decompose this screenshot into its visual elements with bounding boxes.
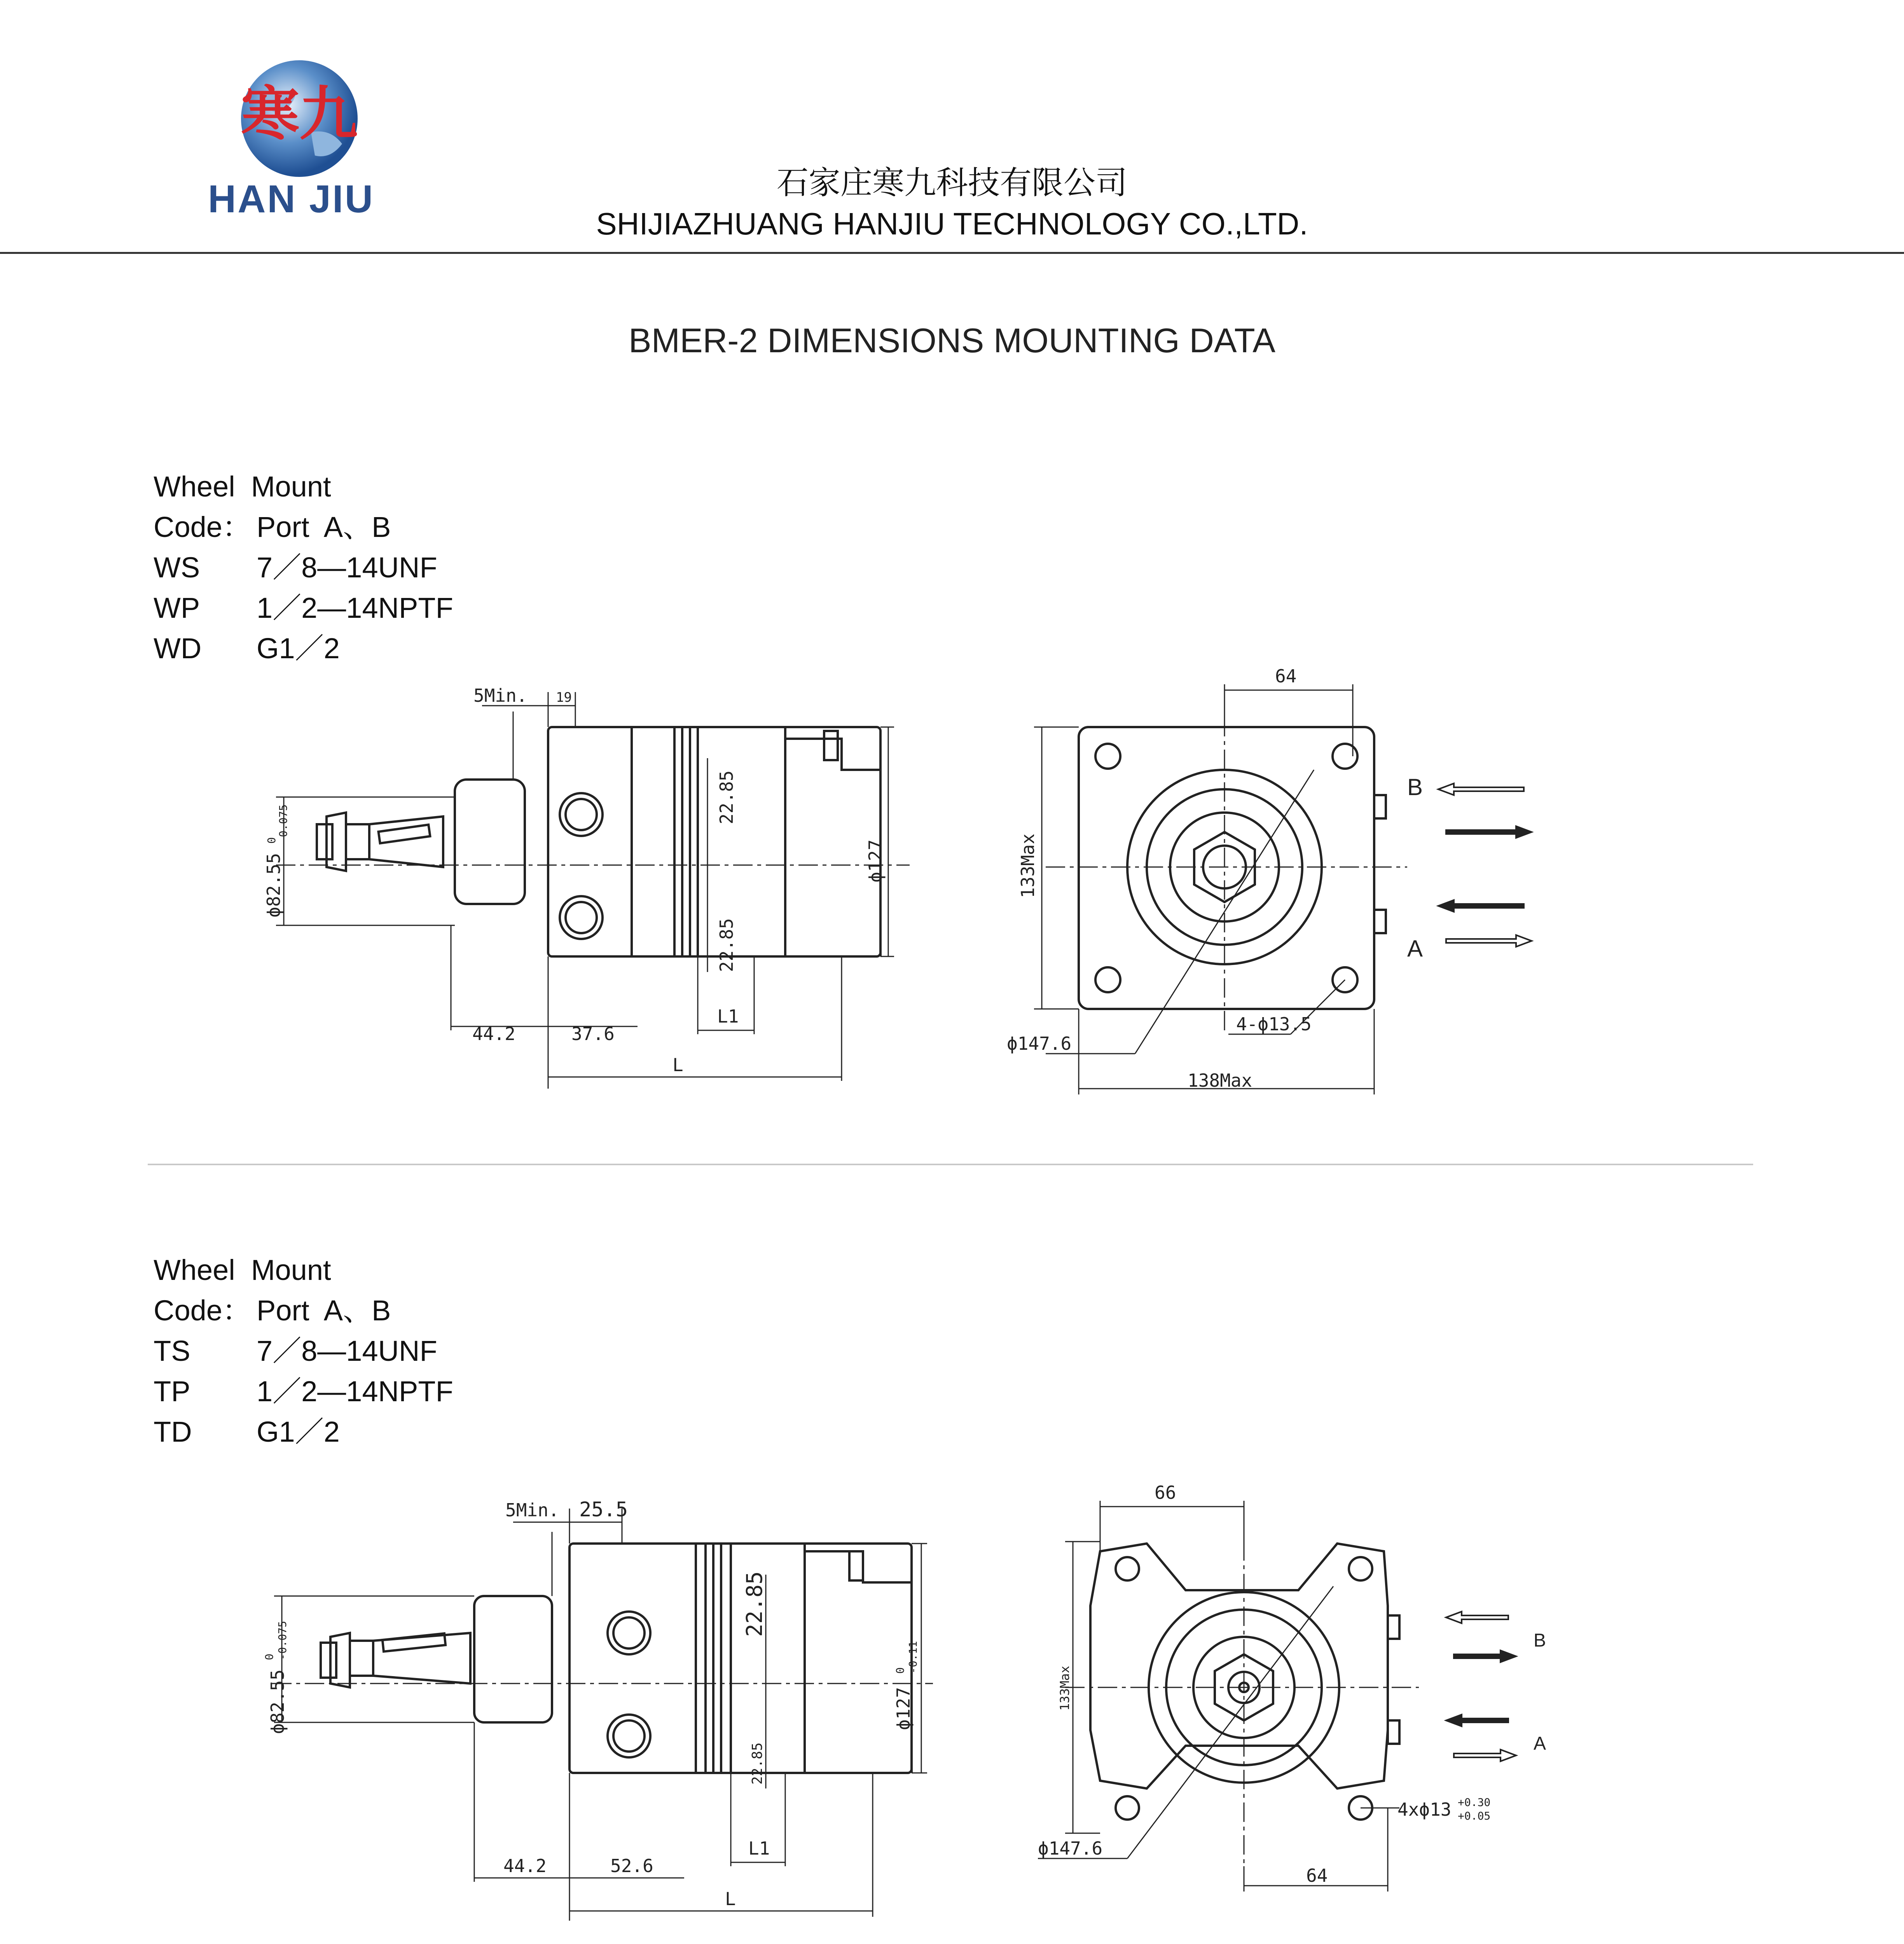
dim-label: L1 (717, 1006, 739, 1027)
dim-label: ϕ82.55 (263, 853, 284, 918)
section1-specs (154, 467, 453, 669)
section1-heading: Wheel Mount (154, 470, 331, 503)
code-value: Port A、B (257, 1294, 391, 1327)
dim-tolerance: +0.30 (1458, 1796, 1491, 1809)
dim-label: L (673, 1054, 683, 1075)
code-label: Code： (154, 1294, 251, 1327)
section2-side-view-drawing (249, 1477, 949, 1925)
code-value: Port A、B (257, 511, 391, 543)
spec-code: WS (154, 551, 200, 584)
dim-tolerance: +0.05 (1458, 1809, 1491, 1822)
spec-code: TP (154, 1375, 190, 1407)
port-a-label: A (1534, 1733, 1546, 1754)
port-a-label: A (1407, 935, 1423, 962)
dim-label: L (725, 1888, 736, 1909)
port-b-label: B (1407, 774, 1423, 800)
logo-text: HAN JIU (208, 177, 375, 221)
dim-label: 19 (556, 690, 572, 705)
dim-label: 25.5 (579, 1498, 628, 1521)
dim-label: 22.85 (742, 1571, 767, 1637)
code-label: Code： (154, 511, 251, 543)
dim-tolerance: -0.075 (276, 1621, 289, 1660)
dim-label: 138Max (1188, 1070, 1252, 1091)
spec-code: WP (154, 592, 200, 624)
dim-label: ϕ127 (865, 839, 886, 883)
dim-tolerance: -0.11 (907, 1641, 919, 1674)
header-divider (0, 252, 1904, 254)
spec-value: 1／2—14NPTF (257, 1375, 453, 1407)
dim-label: 44.2 (472, 1023, 515, 1044)
section-divider (148, 1164, 1753, 1165)
dim-label: 22.85 (716, 770, 737, 824)
dim-label: 133Max (1057, 1666, 1072, 1711)
dim-label: ϕ147.6 (1038, 1838, 1103, 1859)
port-b-label: B (1534, 1630, 1546, 1651)
company-name-cn: 石家庄寒九科技有限公司 (776, 164, 1127, 201)
dim-tolerance: 0 (263, 1654, 276, 1660)
dim-label: 64 (1275, 666, 1297, 687)
spec-value: 7／8—14UNF (257, 1335, 437, 1367)
dim-tolerance: -0.075 (277, 804, 290, 844)
dim-label: ϕ82.55 (267, 1669, 288, 1734)
dim-label: ϕ147.6 (1007, 1033, 1072, 1054)
dim-label: 44.2 (503, 1855, 547, 1876)
spec-value: 1／2—14NPTF (257, 592, 453, 624)
dim-label: 66 (1155, 1482, 1176, 1503)
section2-front-view-drawing (1026, 1477, 1570, 1936)
dim-label: 64 (1306, 1865, 1328, 1886)
dim-tolerance: 0 (265, 837, 278, 844)
spec-value: G1／2 (257, 1416, 340, 1448)
dim-label: L1 (748, 1838, 770, 1859)
spec-value: G1／2 (257, 632, 340, 664)
spec-code: TD (154, 1416, 192, 1448)
section2-heading: Wheel Mount (154, 1254, 331, 1286)
page-title: BMER-2 DIMENSIONS MOUNTING DATA (629, 321, 1275, 360)
dim-label: 52.6 (610, 1855, 653, 1876)
spec-value: 7／8—14UNF (257, 551, 437, 584)
dim-label: ϕ127 (893, 1687, 914, 1730)
dim-label: 4xϕ13 (1397, 1799, 1452, 1820)
dim-tolerance: 0 (894, 1667, 907, 1674)
spec-code: WD (154, 632, 202, 664)
dim-label: 5Min. (505, 1500, 559, 1521)
dim-label: 5Min. (473, 685, 528, 706)
section1-front-view-drawing (995, 661, 1578, 1104)
dim-label: 4-ϕ13.5 (1236, 1014, 1312, 1035)
dim-label: 22.85 (716, 918, 737, 972)
dim-label: 133Max (1017, 833, 1038, 898)
section2-specs (154, 1250, 453, 1452)
dim-label: 37.6 (571, 1023, 615, 1044)
section1-side-view-drawing (249, 661, 949, 1089)
logo-glyph: 寒九 (241, 80, 358, 148)
company-name-en: SHIJIAZHUANG HANJIU TECHNOLOGY CO.,LTD. (596, 206, 1308, 241)
spec-code: TS (154, 1335, 190, 1367)
dim-label: 22.85 (749, 1742, 765, 1785)
